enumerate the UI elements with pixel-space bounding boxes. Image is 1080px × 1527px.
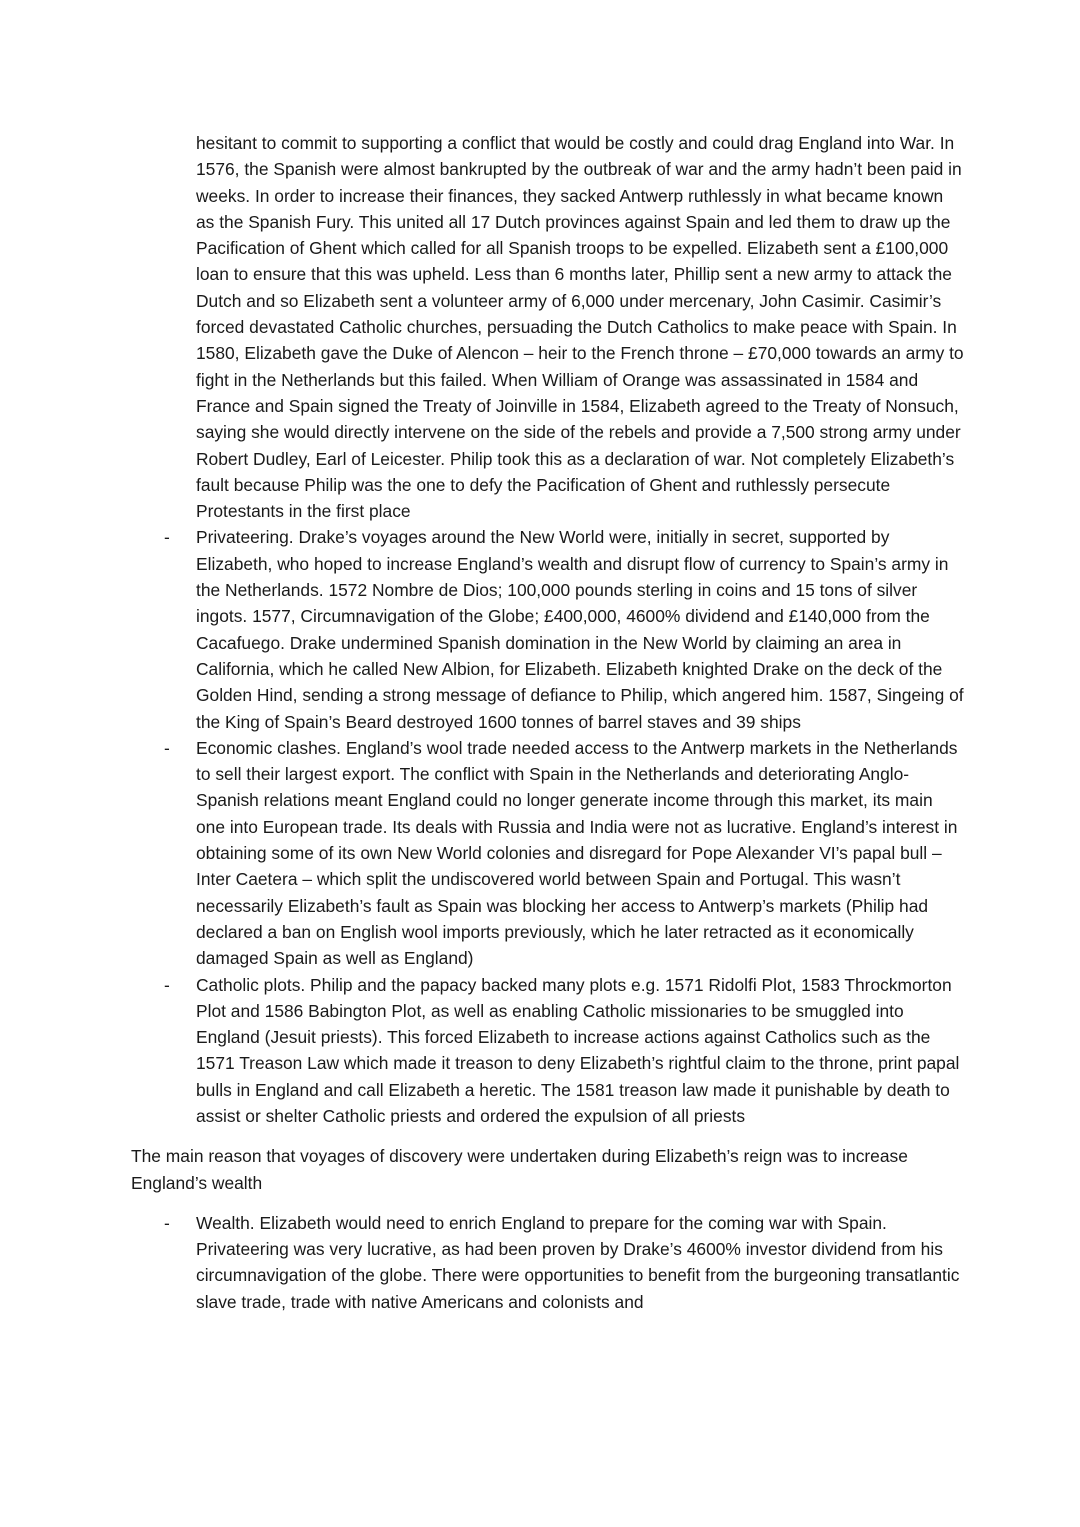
bullet-text: Privateering. Drake’s voyages around the New World were, initially in secret, supported by Elizabeth, who hoped to increase England’s wealth and disrupt flow of currency to Spain’s army in the Netherlands. 1572 Nombre de Dios; 100,000 pounds sterling in coins and 15 tons of silver ingots. 1577, Circumnavigation of the Globe; £400,000, 4600% dividend and £140,000 from the Cacafuego. Drake undermined Spanish domination in the New World by claiming an area in California, which he called New Albion, for Elizabeth. Elizabeth knighted Drake on the deck of the Golden Hind, sending a strong message of defiance to Philip, which angered him. 1587, Singeing of the King of Spain’s Beard destroyed 1600 tonnes of barrel staves and 39 ships bbox=[196, 527, 964, 732]
bullet-item-privateering bbox=[131, 524, 966, 734]
section-heading bbox=[131, 1143, 961, 1196]
bullet-dash: - bbox=[164, 974, 170, 995]
continuation-text: hesitant to commit to supporting a conflict that would be costly and could drag England into War. In 1576, the Spanish were almost bankrupted by the outbreak of war and the army hadn’t been paid in weeks. In order to increase their finances, they sacked Antwerp ruthlessly in what became known as the Spanish Fury. This united all 17 Dutch provinces against Spain and led them to draw up the Pacification of Ghent which called for all Spanish troops to be expelled. Elizabeth sent a £100,000 loan to ensure that this was upheld. Less than 6 months later, Phillip sent a new army to attack the Dutch and so Elizabeth sent a volunteer army of 6,000 under mercenary, John Casimir. Casimir’s forced devastated Catholic churches, persuading the Dutch Catholics to make peace with Spain. In 1580, Elizabeth gave the Duke of Alencon – heir to the French throne – £70,000 towards an army to fight in the Netherlands but this failed. When William of Orange was assassinated in 1584 and France and Spain signed the Treaty of Joinville in 1584, Elizabeth agreed to the Treaty of Nonsuch, saying she would directly intervene on the side of the rebels and provide a 7,500 strong army under Robert Dudley, Earl of Leicester. Philip took this as a declaration of war. Not completely Elizabeth’s fault because Philip was the one to defy the Pacification of Ghent and ruthlessly persecute Protestants in the first place bbox=[196, 133, 964, 522]
bullet-dash: - bbox=[164, 527, 170, 548]
bullet-dash: - bbox=[164, 737, 170, 758]
bullet-text: Economic clashes. England’s wool trade needed access to the Antwerp markets in the Netherlands to sell their largest export. The conflict with Spain in the Netherlands and deteriorating Anglo-Spanish relations meant England could no longer generate income through this market, its main one into European trade. Its deals with Russia and India were not as lucrative. England’s interest in obtaining some of its own New World colonies and disregard for Pope Alexander VI’s papal bull – Inter Caetera – which split the undiscovered world between Spain and Portugal. This wasn’t necessarily Elizabeth’s fault as Spain was blocking her access to Antwerp’s markets (Philip had declared a ban on English wool imports previously, which he later retracted as it economically damaged Spain as well as England) bbox=[196, 737, 958, 969]
bullet-item-catholic-plots bbox=[131, 972, 966, 1130]
bullet-item-economic-clashes bbox=[131, 735, 966, 972]
bullet-text: Wealth. Elizabeth would need to enrich England to prepare for the coming war with Spain. Privateering was very lucrative, as had been proven by Drake’s 4600% investor dividend from his circumnavigation of the globe. There were opportunities to benefit from the burgeoning transatlantic slave trade, trade with native Americans and colonists and bbox=[196, 1212, 960, 1312]
bullet-text: Catholic plots. Philip and the papacy backed many plots e.g. 1571 Ridolfi Plot, 1583 Throckmorton Plot and 1586 Babington Plot, as well as enabling Catholic missionaries to be smuggled into England (Jesuit priests). This forced Elizabeth to increase actions against Catholics such as the 1571 Treason Law which made it treason to deny Elizabeth’s rightful claim to the throne, print papal bulls in England and call Elizabeth a heretic. The 1581 treason law made it punishable by death to assist or shelter Catholic priests and ordered the expulsion of all priests bbox=[196, 974, 960, 1126]
bullet-dash: - bbox=[164, 1212, 170, 1233]
section-heading-text: The main reason that voyages of discovery were undertaken during Elizabeth’s reign was to increase England’s wealth bbox=[131, 1146, 908, 1193]
bullet-item-wealth bbox=[131, 1210, 966, 1315]
continuation-paragraph bbox=[131, 130, 966, 524]
